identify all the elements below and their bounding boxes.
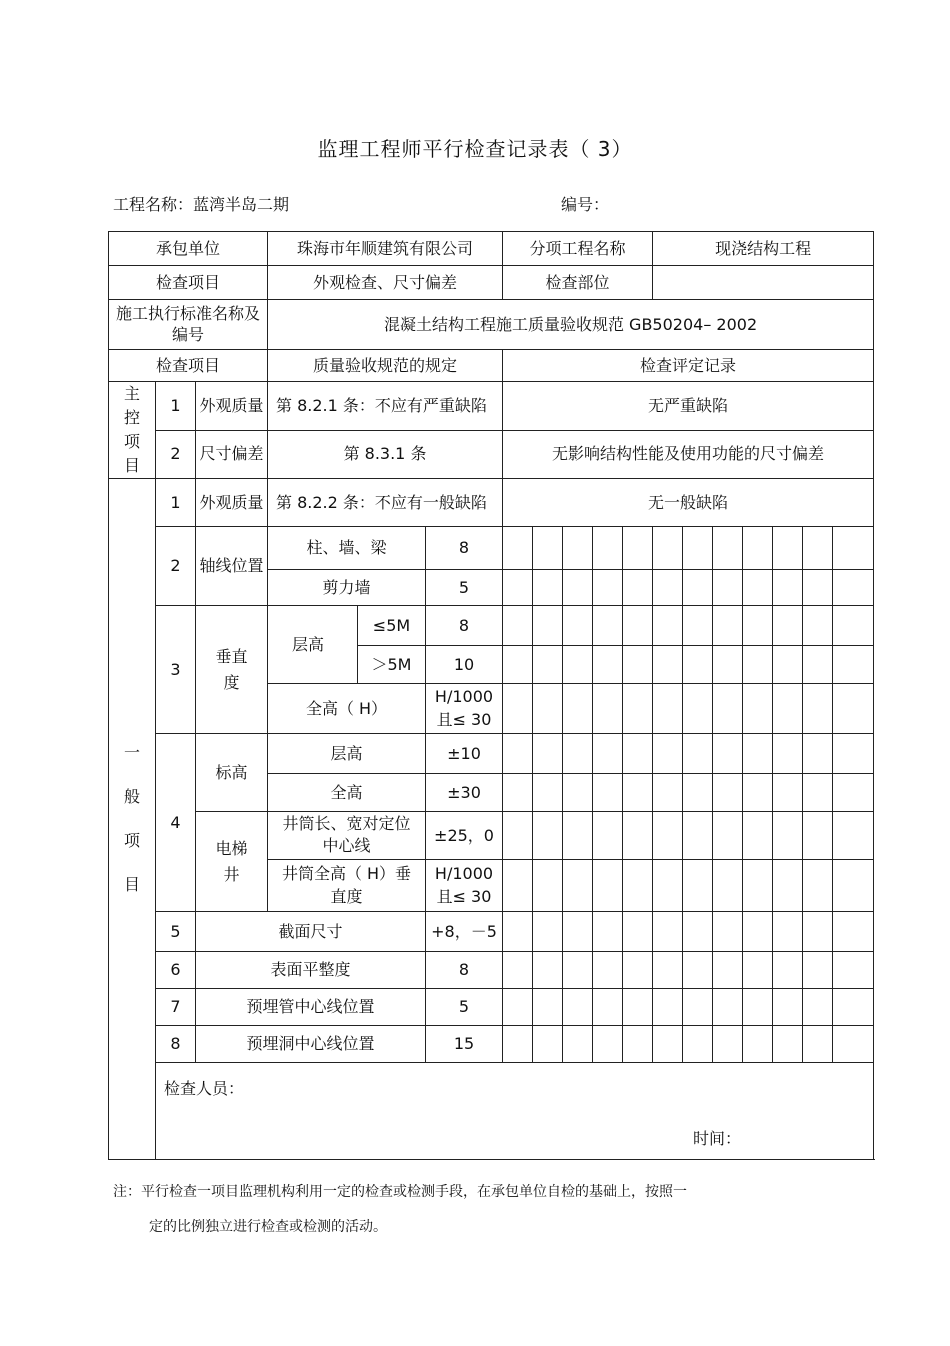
record-cell [833,606,874,646]
record-cell [833,734,874,774]
record-cell [833,952,874,989]
record-cell [563,734,593,774]
record-cell [743,860,773,912]
record-cell [653,684,683,734]
record-number: 编号： [561,195,610,214]
record-cell [593,646,623,684]
record-cell [713,570,743,606]
sub-item-label: 井筒全高（ H）垂直度 [268,860,426,912]
row-spec: 第 8.3.1 条 [268,430,503,479]
record-cell [683,606,713,646]
tolerance-value: 5 [426,570,503,606]
sub-item-label: 全高（ H） [268,684,426,734]
elevator-shaft-label: 电梯井 [196,812,268,912]
record-cell [683,860,713,912]
record-cell [803,912,833,952]
record-cell [773,774,803,812]
inspection-table [108,231,874,1160]
record-cell [533,684,563,734]
record-cell [833,860,874,912]
record-cell [743,527,773,570]
record-cell [743,570,773,606]
row-record: 无严重缺陷 [503,382,874,431]
record-cell [833,989,874,1026]
record-cell [713,912,743,952]
record-cell [743,734,773,774]
record-cell [683,812,713,860]
tolerance-value: 8 [426,952,503,989]
tolerance-value: 5 [426,989,503,1026]
record-cell [683,912,713,952]
record-cell [593,774,623,812]
row-number: 3 [156,606,196,734]
record-cell [743,606,773,646]
inspector-label: 检查人员： [164,1079,245,1098]
record-cell [563,912,593,952]
record-cell [503,774,533,812]
record-cell [653,570,683,606]
tolerance-value: 10 [426,646,503,684]
record-cell [713,734,743,774]
record-cell [773,812,803,860]
note-line-2: 定的比例独立进行检查或检测的活动。 [149,1219,387,1235]
record-cell [563,527,593,570]
record-cell [623,952,653,989]
record-cell [803,684,833,734]
record-cell [833,527,874,570]
record-cell [533,1026,563,1063]
record-cell [683,646,713,684]
record-cell [833,684,874,734]
record-cell [803,812,833,860]
row-name: 垂直度 [196,606,268,734]
tolerance-value: ±25，0 [426,812,503,860]
contractor-value: 珠海市年顺建筑有限公司 [268,232,503,266]
record-cell [503,812,533,860]
inspect-item-value: 外观检查、尺寸偏差 [268,266,503,300]
record-cell [623,989,653,1026]
record-cell [743,646,773,684]
row-number: 5 [156,912,196,952]
record-cell [653,912,683,952]
record-cell [563,646,593,684]
standard-label: 施工执行标准名称及编号 [109,300,268,350]
record-cell [503,989,533,1026]
sub-item-label: ＞5M [358,646,426,684]
tolerance-value: ±30 [426,774,503,812]
column-record-header: 检查评定记录 [503,350,874,382]
record-cell [833,1026,874,1063]
record-cell [833,646,874,684]
record-cell [683,1026,713,1063]
record-cell [713,684,743,734]
record-cell [593,952,623,989]
standard-value: 混凝土结构工程施工质量验收规范 GB50204– 2002 [268,300,874,350]
column-item-header: 检查项目 [109,350,268,382]
record-cell [503,912,533,952]
record-cell [743,684,773,734]
note-line-1: 注：平行检查一项目监理机构利用一定的检查或检测手段，在承包单位自检的基础上，按照一 [113,1184,687,1200]
tolerance-value: H/1000且≤ 30 [426,684,503,734]
record-cell [773,1026,803,1063]
record-cell [743,812,773,860]
record-cell [773,860,803,912]
record-cell [623,812,653,860]
record-cell [533,989,563,1026]
record-cell [563,1026,593,1063]
record-cell [743,1026,773,1063]
record-cell [623,684,653,734]
row-name: 外观质量 [196,479,268,527]
record-cell [623,734,653,774]
page-title: 监理工程师平行检查记录表（ 3） [317,137,633,161]
row-name: 外观质量 [196,382,268,431]
record-cell [563,952,593,989]
inspect-location-value [653,266,874,300]
row-name: 截面尺寸 [196,912,426,952]
record-cell [533,774,563,812]
record-cell [653,989,683,1026]
record-cell [683,774,713,812]
record-cell [713,860,743,912]
record-cell [533,860,563,912]
row-name: 预埋管中心线位置 [196,989,426,1026]
tolerance-value: +8，－5 [426,912,503,952]
record-cell [803,989,833,1026]
record-cell [593,734,623,774]
record-cell [503,527,533,570]
row-number: 1 [156,382,196,431]
record-cell [743,912,773,952]
record-cell [503,646,533,684]
record-cell [713,989,743,1026]
record-cell [503,734,533,774]
tolerance-value: H/1000且≤ 30 [426,860,503,912]
record-cell [623,912,653,952]
record-cell [533,812,563,860]
record-cell [653,527,683,570]
record-cell [713,812,743,860]
record-cell [623,774,653,812]
record-cell [623,860,653,912]
sub-item-label: 剪力墙 [268,570,426,606]
record-cell [833,812,874,860]
record-cell [683,684,713,734]
row-spec: 第 8.2.2 条：不应有一般缺陷 [268,479,503,527]
row-name: 尺寸偏差 [196,430,268,479]
subitem-label: 分项工程名称 [503,232,653,266]
record-cell [773,646,803,684]
record-cell [623,646,653,684]
record-cell [593,606,623,646]
record-cell [803,1026,833,1063]
record-cell [773,570,803,606]
row-name: 标高 [196,734,268,812]
inspect-location-label: 检查部位 [503,266,653,300]
record-cell [803,527,833,570]
project-name: 工程名称：蓝湾半岛二期 [113,195,290,214]
row-number: 7 [156,989,196,1026]
record-cell [623,1026,653,1063]
tolerance-value: 8 [426,527,503,570]
sub-item-label: 柱、墙、梁 [268,527,426,570]
sub-item-label: 层高 [268,734,426,774]
record-cell [503,684,533,734]
record-cell [833,912,874,952]
record-cell [563,570,593,606]
record-cell [503,860,533,912]
record-cell [653,952,683,989]
time-label: 时间： [693,1129,742,1148]
record-cell [803,606,833,646]
record-cell [563,774,593,812]
record-cell [623,570,653,606]
record-cell [503,1026,533,1063]
inspect-item-label: 检查项目 [109,266,268,300]
record-cell [593,1026,623,1063]
contractor-label: 承包单位 [109,232,268,266]
record-cell [683,527,713,570]
sub-item-label: ≤5M [358,606,426,646]
record-cell [773,912,803,952]
record-cell [533,912,563,952]
row-record: 无影响结构性能及使用功能的尺寸偏差 [503,430,874,479]
record-cell [713,527,743,570]
record-cell [683,989,713,1026]
main-control-group-label: 主 控 项 目 [109,382,156,479]
record-cell [623,527,653,570]
record-cell [713,1026,743,1063]
record-cell [743,774,773,812]
tolerance-value: 15 [426,1026,503,1063]
record-cell [593,912,623,952]
row-name: 表面平整度 [196,952,426,989]
record-cell [773,952,803,989]
record-cell [803,646,833,684]
record-cell [743,989,773,1026]
record-cell [653,606,683,646]
record-cell [653,812,683,860]
record-cell [773,527,803,570]
record-cell [593,684,623,734]
record-cell [713,646,743,684]
record-cell [713,952,743,989]
record-cell [833,570,874,606]
record-cell [533,734,563,774]
record-cell [713,606,743,646]
record-cell [533,952,563,989]
row-name: 轴线位置 [196,527,268,606]
record-cell [563,812,593,860]
row-number: 2 [156,430,196,479]
record-cell [593,860,623,912]
record-cell [773,734,803,774]
row-number: 6 [156,952,196,989]
record-cell [503,570,533,606]
record-cell [593,812,623,860]
record-cell [803,952,833,989]
record-cell [713,774,743,812]
record-cell [773,606,803,646]
record-cell [563,684,593,734]
subitem-value: 现浇结构工程 [653,232,874,266]
record-cell [533,646,563,684]
record-cell [503,606,533,646]
record-cell [533,606,563,646]
record-cell [593,527,623,570]
record-cell [743,952,773,989]
record-cell [653,774,683,812]
record-cell [773,684,803,734]
record-cell [683,734,713,774]
record-cell [533,570,563,606]
signature-area [156,1063,874,1160]
record-cell [683,952,713,989]
row-number: 1 [156,479,196,527]
row-spec: 第 8.2.1 条：不应有严重缺陷 [268,382,503,431]
row-number: 8 [156,1026,196,1063]
record-cell [803,570,833,606]
record-cell [503,952,533,989]
record-cell [623,606,653,646]
column-spec-header: 质量验收规范的规定 [268,350,503,382]
sub-item-label: 井筒长、宽对定位中心线 [268,812,426,860]
record-cell [683,570,713,606]
row-record: 无一般缺陷 [503,479,874,527]
tolerance-value: ±10 [426,734,503,774]
record-cell [653,860,683,912]
row-name: 预埋洞中心线位置 [196,1026,426,1063]
record-cell [803,860,833,912]
sub-item-label: 全高 [268,774,426,812]
tolerance-value: 8 [426,606,503,646]
row-number: 4 [156,734,196,912]
record-cell [563,989,593,1026]
record-cell [833,774,874,812]
record-cell [533,527,563,570]
row-number: 2 [156,527,196,606]
record-cell [653,734,683,774]
record-cell [593,570,623,606]
general-group-label: 一 般 项 目 [109,479,156,1160]
record-cell [803,774,833,812]
record-cell [593,989,623,1026]
record-cell [563,606,593,646]
record-cell [653,1026,683,1063]
record-cell [773,989,803,1026]
floor-height-label: 层高 [268,606,358,684]
record-cell [803,734,833,774]
record-cell [653,646,683,684]
record-cell [563,860,593,912]
